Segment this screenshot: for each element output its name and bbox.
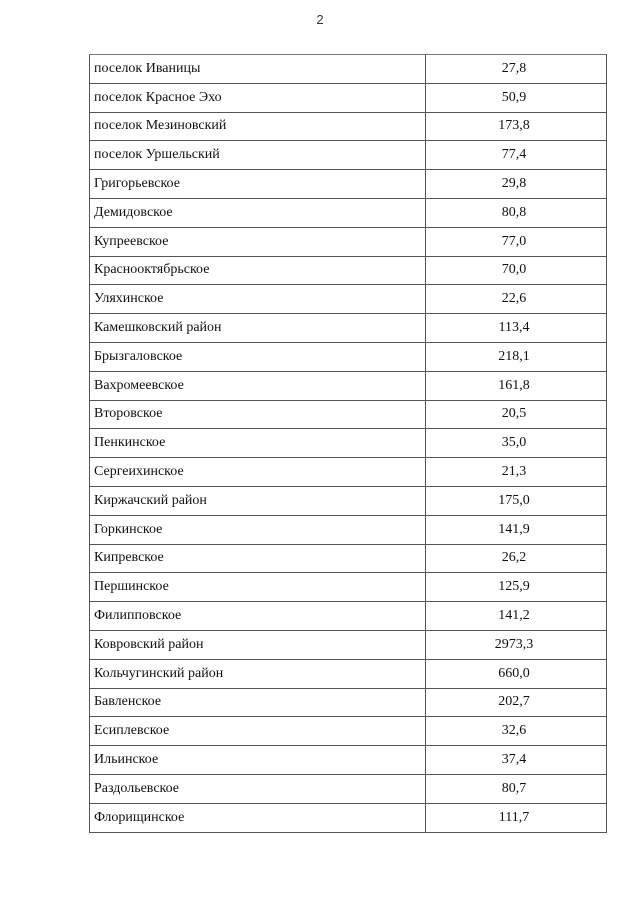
row-value-cell: 80,7 bbox=[426, 774, 607, 803]
row-value-cell: 141,9 bbox=[426, 515, 607, 544]
table-row bbox=[90, 544, 607, 573]
row-name-cell: Краснооктябрьское bbox=[90, 256, 426, 285]
table-body bbox=[90, 55, 607, 833]
data-table bbox=[89, 54, 607, 833]
row-value-cell: 202,7 bbox=[426, 688, 607, 717]
row-name-cell: Бавленское bbox=[90, 688, 426, 717]
row-name-cell: Пенкинское bbox=[90, 429, 426, 458]
row-value-cell: 80,8 bbox=[426, 198, 607, 227]
row-value-cell: 35,0 bbox=[426, 429, 607, 458]
row-name-cell: Горкинское bbox=[90, 515, 426, 544]
table-row bbox=[90, 717, 607, 746]
table-row bbox=[90, 314, 607, 343]
table-row bbox=[90, 803, 607, 832]
row-name-cell: поселок Уршельский bbox=[90, 141, 426, 170]
row-value-cell: 173,8 bbox=[426, 112, 607, 141]
table-row bbox=[90, 227, 607, 256]
table-row bbox=[90, 746, 607, 775]
row-value-cell: 660,0 bbox=[426, 659, 607, 688]
table-row bbox=[90, 55, 607, 84]
table-row bbox=[90, 342, 607, 371]
row-name-cell: Раздольевское bbox=[90, 774, 426, 803]
row-name-cell: Филипповское bbox=[90, 602, 426, 631]
table-row bbox=[90, 285, 607, 314]
row-value-cell: 27,8 bbox=[426, 55, 607, 84]
row-name-cell: Кипревское bbox=[90, 544, 426, 573]
row-value-cell: 141,2 bbox=[426, 602, 607, 631]
row-value-cell: 26,2 bbox=[426, 544, 607, 573]
table-row bbox=[90, 458, 607, 487]
row-value-cell: 29,8 bbox=[426, 170, 607, 199]
table-row bbox=[90, 429, 607, 458]
table-row bbox=[90, 659, 607, 688]
table-row bbox=[90, 573, 607, 602]
row-value-cell: 70,0 bbox=[426, 256, 607, 285]
table-row bbox=[90, 602, 607, 631]
row-value-cell: 218,1 bbox=[426, 342, 607, 371]
row-name-cell: Кольчугинский район bbox=[90, 659, 426, 688]
row-value-cell: 77,0 bbox=[426, 227, 607, 256]
row-name-cell: Григорьевское bbox=[90, 170, 426, 199]
row-value-cell: 175,0 bbox=[426, 486, 607, 515]
table-row bbox=[90, 688, 607, 717]
row-name-cell: Есиплевское bbox=[90, 717, 426, 746]
row-value-cell: 2973,3 bbox=[426, 630, 607, 659]
table-row bbox=[90, 198, 607, 227]
row-name-cell: поселок Красное Эхо bbox=[90, 83, 426, 112]
page-number: 2 bbox=[316, 12, 324, 27]
row-name-cell: поселок Мезиновский bbox=[90, 112, 426, 141]
row-name-cell: Второвское bbox=[90, 400, 426, 429]
table-row bbox=[90, 486, 607, 515]
row-value-cell: 161,8 bbox=[426, 371, 607, 400]
row-name-cell: Вахромеевское bbox=[90, 371, 426, 400]
row-name-cell: Уляхинское bbox=[90, 285, 426, 314]
table-row bbox=[90, 630, 607, 659]
row-value-cell: 37,4 bbox=[426, 746, 607, 775]
row-value-cell: 20,5 bbox=[426, 400, 607, 429]
row-value-cell: 21,3 bbox=[426, 458, 607, 487]
row-name-cell: Брызгаловское bbox=[90, 342, 426, 371]
row-name-cell: Киржачский район bbox=[90, 486, 426, 515]
table-row bbox=[90, 83, 607, 112]
table-row bbox=[90, 112, 607, 141]
row-name-cell: Ковровский район bbox=[90, 630, 426, 659]
row-value-cell: 32,6 bbox=[426, 717, 607, 746]
row-name-cell: Першинское bbox=[90, 573, 426, 602]
row-name-cell: Купреевское bbox=[90, 227, 426, 256]
row-name-cell: поселок Иваницы bbox=[90, 55, 426, 84]
table-row bbox=[90, 256, 607, 285]
row-value-cell: 111,7 bbox=[426, 803, 607, 832]
row-name-cell: Камешковский район bbox=[90, 314, 426, 343]
row-value-cell: 125,9 bbox=[426, 573, 607, 602]
table-row bbox=[90, 400, 607, 429]
table-row bbox=[90, 170, 607, 199]
row-value-cell: 22,6 bbox=[426, 285, 607, 314]
row-value-cell: 113,4 bbox=[426, 314, 607, 343]
row-value-cell: 50,9 bbox=[426, 83, 607, 112]
table-row bbox=[90, 515, 607, 544]
table-row bbox=[90, 371, 607, 400]
row-name-cell: Демидовское bbox=[90, 198, 426, 227]
row-name-cell: Флорищинское bbox=[90, 803, 426, 832]
row-value-cell: 77,4 bbox=[426, 141, 607, 170]
table-row bbox=[90, 141, 607, 170]
row-name-cell: Ильинское bbox=[90, 746, 426, 775]
row-name-cell: Сергеихинское bbox=[90, 458, 426, 487]
table-row bbox=[90, 774, 607, 803]
